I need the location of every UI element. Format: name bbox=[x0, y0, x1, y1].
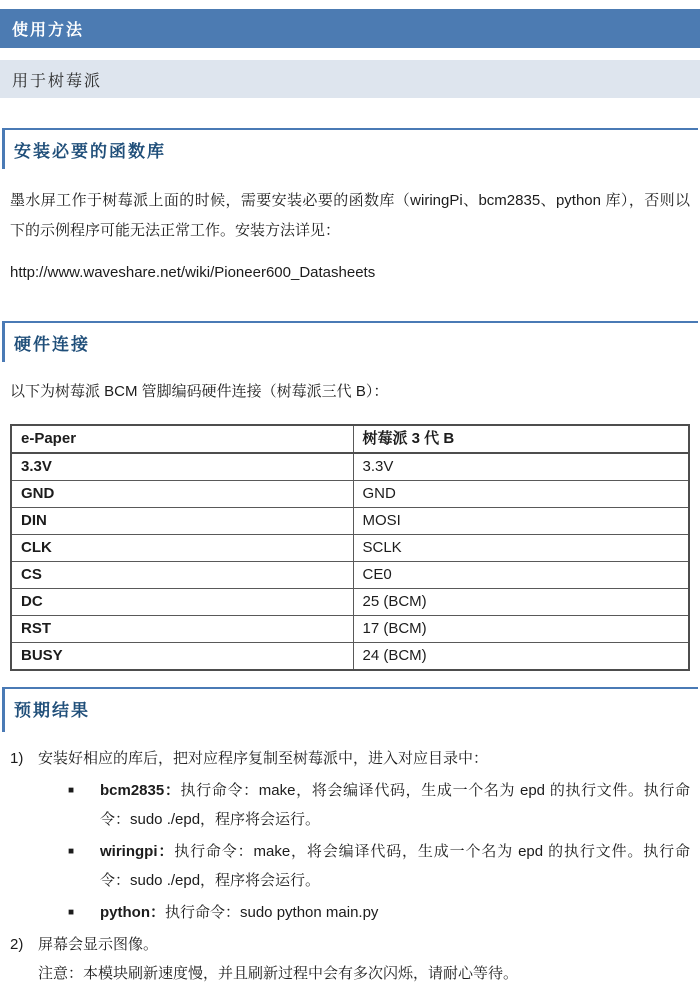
table-row bbox=[11, 481, 689, 508]
header-raspberrypi: 树莓派 3 代 B bbox=[353, 425, 689, 453]
datasheet-url-link[interactable]: http://www.waveshare.net/wiki/Pioneer600_Datasheets bbox=[10, 264, 376, 281]
pin-value: 24 (BCM) bbox=[353, 643, 689, 671]
bullet-item-wiringpi bbox=[68, 837, 690, 895]
item-1-marker: 1) bbox=[10, 750, 24, 767]
pin-value: CE0 bbox=[353, 562, 689, 589]
pin-value: GND bbox=[353, 481, 689, 508]
item-2-text: 屏幕会显示图像。 bbox=[38, 936, 159, 953]
table-row bbox=[11, 508, 689, 535]
bullet-wiringpi-text bbox=[100, 837, 690, 895]
bullet-wiringpi-body: 执行命令：make，将会编译代码，生成一个名为 epd 的执行文件。执行命令：sudo ./epd，程序将会运行。 bbox=[100, 843, 691, 889]
table-row bbox=[11, 453, 689, 481]
bullet-python-text bbox=[100, 898, 690, 927]
pin-name: GND bbox=[11, 481, 353, 508]
result-section-title: 预期结果 bbox=[2, 689, 698, 732]
document-page bbox=[0, 9, 700, 988]
pin-name: BUSY bbox=[11, 643, 353, 671]
raspberry-pi-sub-bar bbox=[0, 60, 700, 98]
square-bullet-icon: ■ bbox=[68, 907, 75, 918]
bullet-bcm2835-text bbox=[100, 776, 690, 834]
raspberry-pi-sub-title: 用于树莓派 bbox=[12, 72, 103, 90]
pin-value: SCLK bbox=[353, 535, 689, 562]
numbered-item-1 bbox=[10, 744, 690, 773]
table-row bbox=[11, 643, 689, 671]
bullet-item-bcm2835 bbox=[68, 776, 690, 834]
pin-value: 3.3V bbox=[353, 453, 689, 481]
table-row bbox=[11, 616, 689, 643]
table-row bbox=[11, 562, 689, 589]
bullet-python-term: python： bbox=[100, 904, 165, 921]
install-section-title: 安装必要的函数库 bbox=[2, 130, 698, 169]
usage-section-title: 使用方法 bbox=[12, 22, 85, 39]
table-row bbox=[11, 589, 689, 616]
pin-mapping-table bbox=[10, 424, 690, 671]
table-row bbox=[11, 535, 689, 562]
pin-name: CLK bbox=[11, 535, 353, 562]
bullet-bcm2835-term: bcm2835： bbox=[100, 782, 181, 799]
install-section bbox=[0, 128, 700, 283]
result-section bbox=[0, 687, 700, 988]
pin-value: MOSI bbox=[353, 508, 689, 535]
usage-section-bar bbox=[0, 9, 700, 48]
bullet-bcm2835-body: 执行命令：make，将会编译代码，生成一个名为 epd 的执行文件。执行命令：sudo ./epd，程序将会运行。 bbox=[100, 782, 690, 828]
result-section-heading bbox=[2, 687, 698, 732]
bullet-wiringpi-term: wiringpi： bbox=[100, 843, 175, 860]
refresh-note: 注意：本模块刷新速度慢，并且刷新过程中会有多次闪烁，请耐心等待。 bbox=[38, 965, 519, 982]
bullet-python-body: 执行命令：sudo python main.py bbox=[165, 904, 379, 921]
pin-name: DIN bbox=[11, 508, 353, 535]
pin-value: 25 (BCM) bbox=[353, 589, 689, 616]
pin-name: CS bbox=[11, 562, 353, 589]
hardware-intro: 以下为树莓派 BCM 管脚编码硬件连接（树莓派三代 B）： bbox=[10, 383, 389, 400]
install-section-heading bbox=[2, 128, 698, 169]
hardware-section bbox=[0, 321, 700, 671]
hardware-section-title: 硬件连接 bbox=[2, 323, 698, 362]
square-bullet-icon: ■ bbox=[68, 785, 75, 796]
install-paragraph: 墨水屏工作于树莓派上面的时候，需要安装必要的函数库（wiringPi、bcm2835、python 库），否则以下的示例程序可能无法正常工作。安装方法详见： bbox=[10, 192, 690, 239]
item-2-marker: 2) bbox=[10, 936, 24, 953]
square-bullet-icon: ■ bbox=[68, 846, 75, 857]
bullet-item-python bbox=[68, 898, 690, 927]
pin-value: 17 (BCM) bbox=[353, 616, 689, 643]
pin-name: 3.3V bbox=[11, 453, 353, 481]
item-1-text: 安装好相应的库后，把对应程序复制至树莓派中，进入对应目录中： bbox=[38, 750, 489, 767]
pin-name: DC bbox=[11, 589, 353, 616]
table-header-row bbox=[11, 425, 689, 453]
hardware-section-heading bbox=[2, 321, 698, 362]
header-epaper: e-Paper bbox=[11, 425, 353, 453]
pin-name: RST bbox=[11, 616, 353, 643]
